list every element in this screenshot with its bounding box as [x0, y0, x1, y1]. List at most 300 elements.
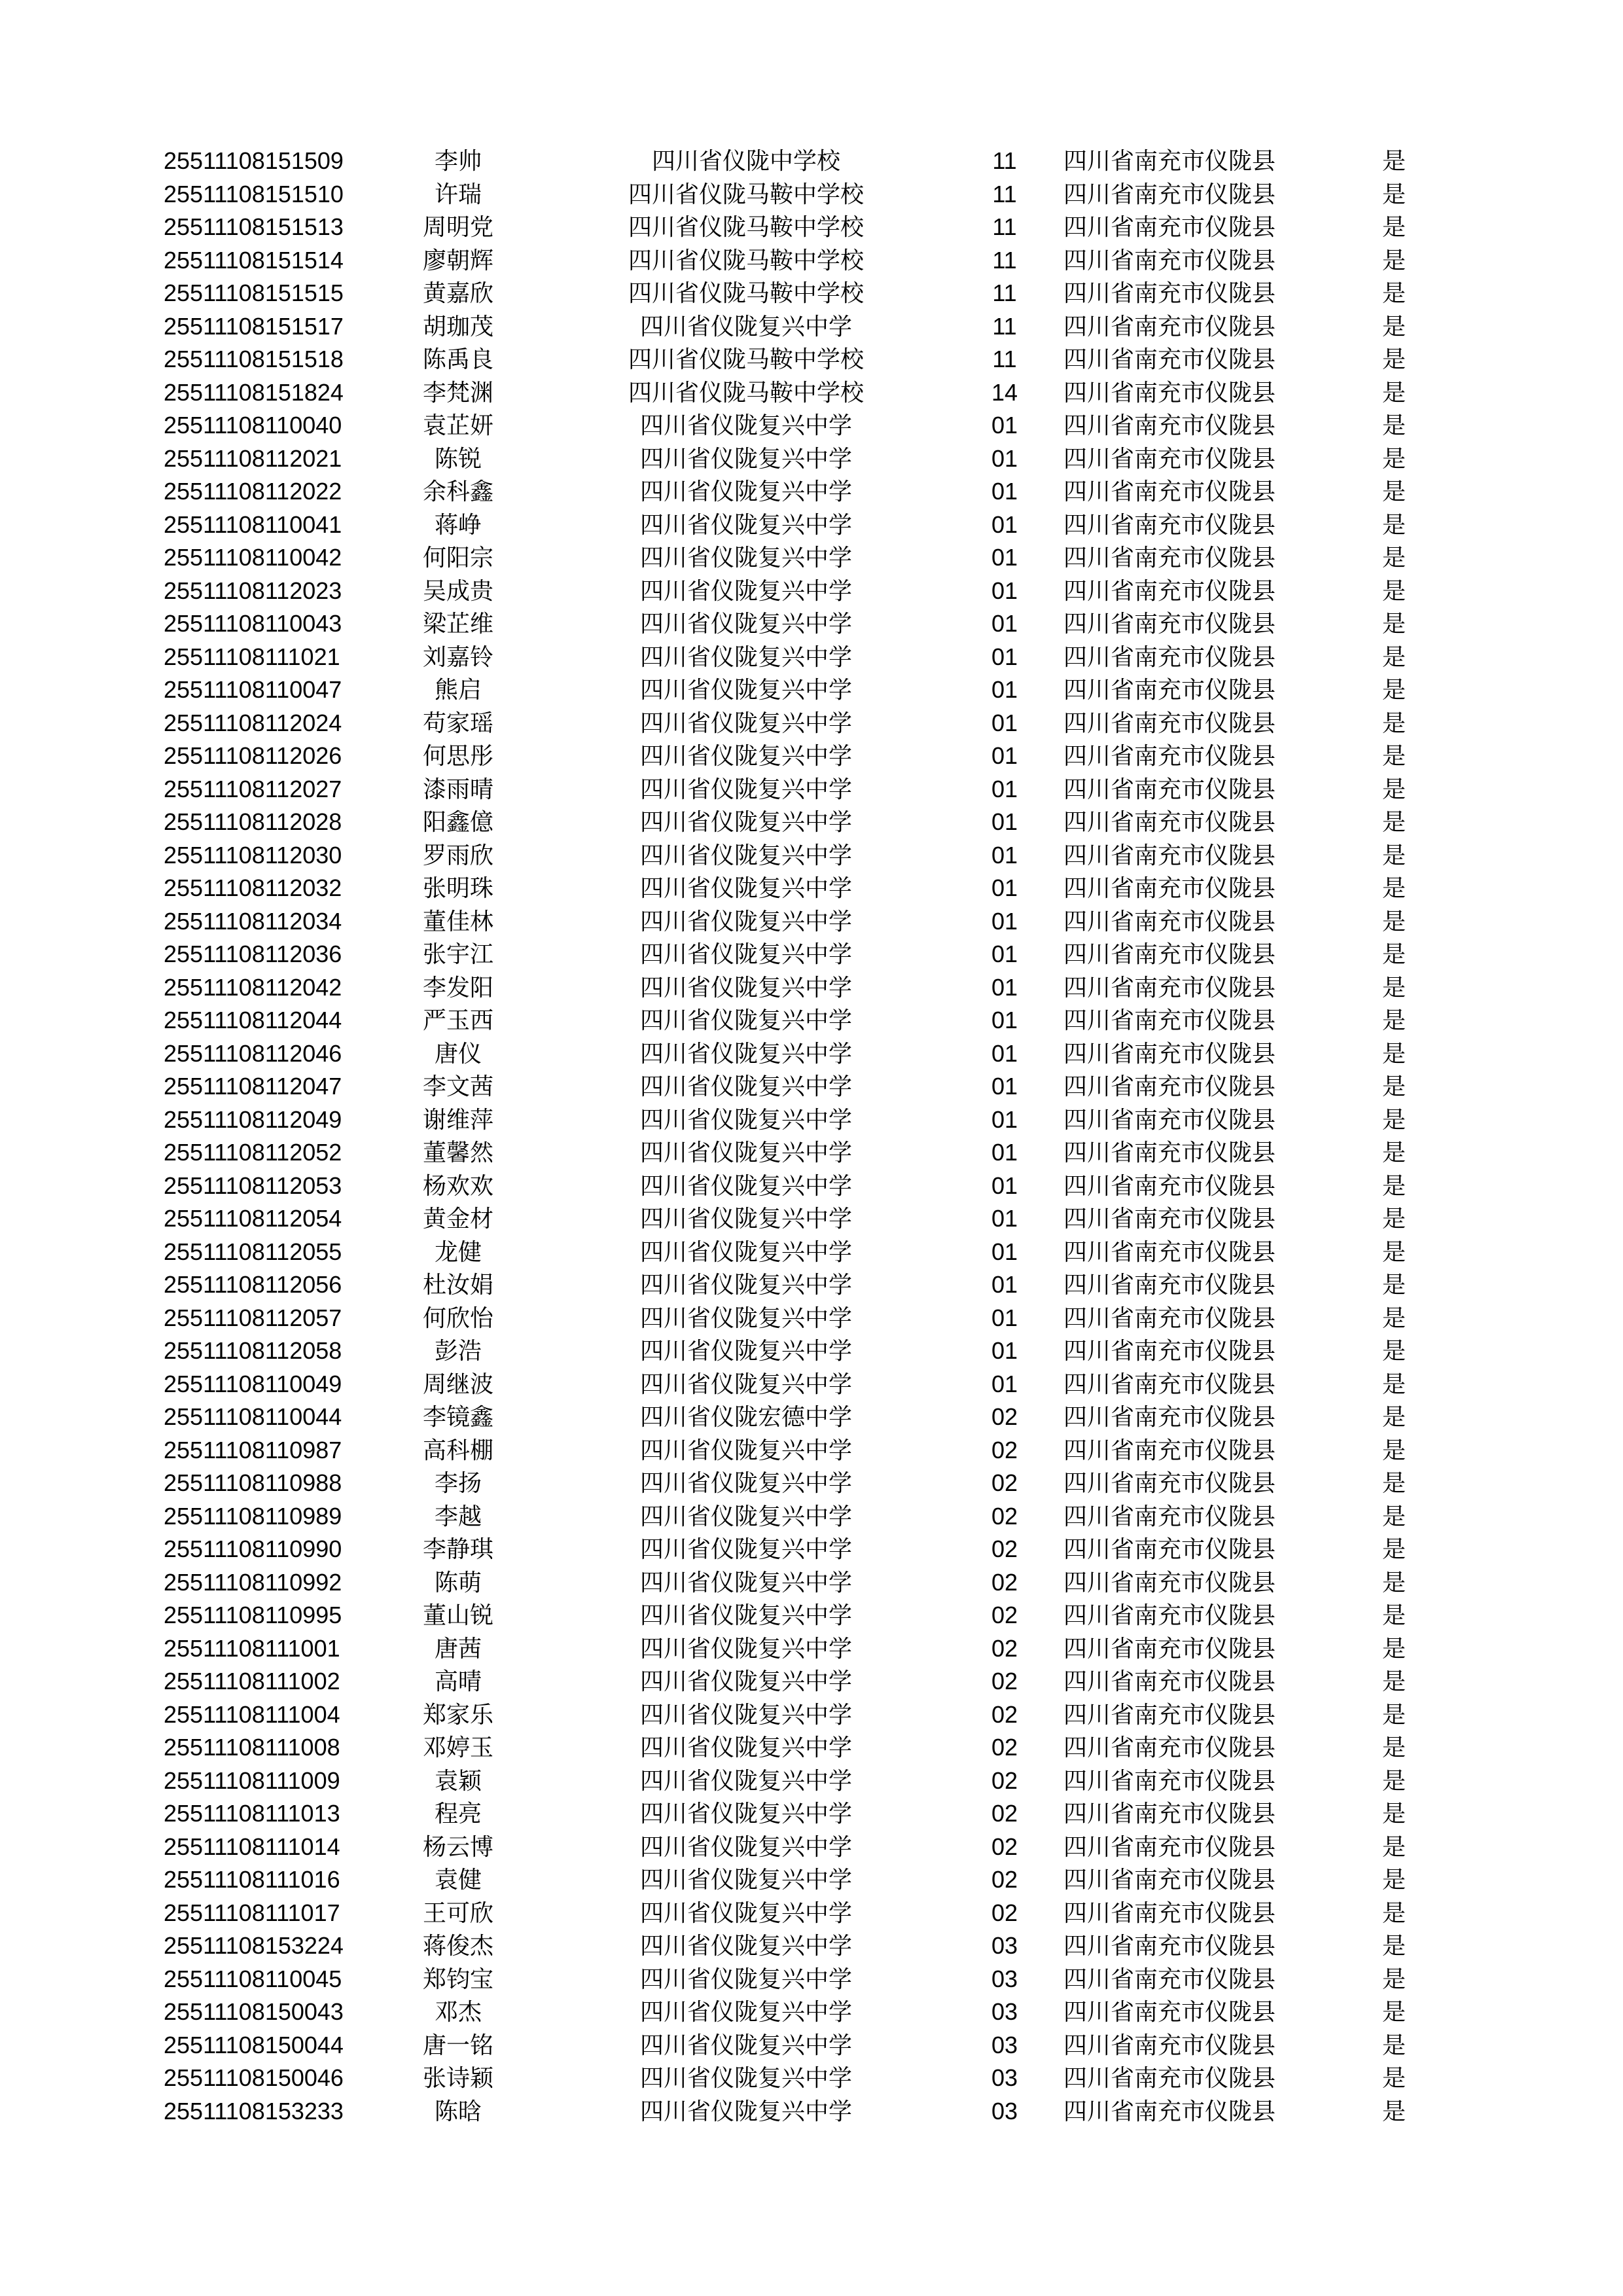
region: 四川省南充市仪陇县 — [1063, 973, 1276, 1001]
student-name: 邓婷玉 — [422, 1734, 493, 1761]
status-flag: 是 — [1382, 1205, 1406, 1232]
status-flag: 是 — [1382, 973, 1406, 1001]
student-name: 程亮 — [434, 1800, 482, 1827]
school-name: 四川省仪陇马鞍中学校 — [628, 180, 864, 207]
student-name: 王可欣 — [422, 1899, 493, 1926]
candidate-id: 25511108112052 — [164, 1139, 342, 1166]
class-code: 02 — [991, 1535, 1018, 1562]
student-name: 何阳宗 — [422, 544, 493, 571]
table-row — [0, 1995, 1623, 2028]
region: 四川省南充市仪陇县 — [1063, 841, 1276, 869]
school-name: 四川省仪陇复兴中学 — [639, 1866, 852, 1893]
class-code: 11 — [992, 246, 1017, 274]
status-flag: 是 — [1382, 1172, 1406, 1199]
class-code: 01 — [991, 478, 1018, 505]
status-flag: 是 — [1382, 312, 1406, 340]
class-code: 01 — [991, 841, 1018, 869]
school-name: 四川省仪陇复兴中学 — [639, 1833, 852, 1860]
class-code: 01 — [991, 907, 1018, 935]
region: 四川省南充市仪陇县 — [1063, 1767, 1276, 1794]
student-name: 陈锐 — [434, 444, 482, 472]
candidate-id: 25511108153233 — [164, 2097, 344, 2125]
table-row — [0, 1202, 1623, 1235]
status-flag: 是 — [1382, 1767, 1406, 1794]
student-name: 邓杰 — [434, 1998, 482, 2025]
class-code: 01 — [991, 874, 1018, 901]
candidate-id: 25511108111016 — [164, 1866, 340, 1893]
status-flag: 是 — [1382, 2064, 1406, 2091]
candidate-id: 25511108112049 — [164, 1105, 342, 1133]
candidate-id: 25511108153224 — [164, 1932, 344, 1959]
table-row — [0, 805, 1623, 838]
candidate-id: 25511108112054 — [164, 1205, 342, 1232]
student-name: 李扬 — [434, 1469, 482, 1496]
student-name: 黄金材 — [422, 1205, 493, 1232]
candidate-id: 25511108112034 — [164, 907, 342, 935]
candidate-id: 25511108110049 — [164, 1370, 342, 1397]
student-name: 漆雨晴 — [422, 775, 493, 802]
region: 四川省南充市仪陇县 — [1063, 1370, 1276, 1397]
school-name: 四川省仪陇复兴中学 — [639, 1965, 852, 1992]
school-name: 四川省仪陇复兴中学 — [639, 643, 852, 670]
candidate-id: 25511108112023 — [164, 577, 342, 604]
candidate-id: 25511108110042 — [164, 544, 342, 571]
school-name: 四川省仪陇复兴中学 — [639, 1634, 852, 1662]
school-name: 四川省仪陇复兴中学 — [639, 1700, 852, 1728]
candidate-id: 25511108112044 — [164, 1007, 342, 1033]
table-row — [0, 1566, 1623, 1599]
status-flag: 是 — [1382, 412, 1406, 439]
class-code: 01 — [991, 1007, 1018, 1033]
student-name: 张宇江 — [422, 941, 493, 967]
student-name: 熊启 — [434, 676, 482, 703]
status-flag: 是 — [1382, 1469, 1406, 1496]
student-name: 李梵渊 — [422, 378, 493, 406]
class-code: 02 — [991, 1700, 1018, 1728]
student-name: 唐仪 — [434, 1039, 482, 1067]
class-code: 01 — [991, 973, 1018, 1001]
table-row — [0, 243, 1623, 277]
region: 四川省南充市仪陇县 — [1063, 412, 1276, 439]
school-name: 四川省仪陇复兴中学 — [639, 808, 852, 835]
candidate-id: 25511108112028 — [164, 808, 342, 835]
school-name: 四川省仪陇复兴中学 — [639, 841, 852, 869]
region: 四川省南充市仪陇县 — [1063, 1800, 1276, 1827]
region: 四川省南充市仪陇县 — [1063, 378, 1276, 406]
student-name: 梁芷维 — [422, 610, 493, 637]
status-flag: 是 — [1382, 1304, 1406, 1331]
school-name: 四川省仪陇复兴中学 — [639, 610, 852, 637]
student-name: 李镜鑫 — [422, 1403, 493, 1430]
status-flag: 是 — [1382, 1370, 1406, 1397]
candidate-id: 25511108111013 — [164, 1800, 340, 1827]
candidate-id: 25511108111017 — [164, 1899, 340, 1926]
status-flag: 是 — [1382, 941, 1406, 967]
school-name: 四川省仪陇复兴中学 — [639, 1800, 852, 1827]
region: 四川省南充市仪陇县 — [1063, 1403, 1276, 1430]
school-name: 四川省仪陇复兴中学 — [639, 775, 852, 802]
candidate-id: 25511108110047 — [164, 676, 342, 703]
class-code: 14 — [991, 378, 1018, 406]
table-row — [0, 2094, 1623, 2128]
class-code: 02 — [991, 1602, 1018, 1628]
student-name: 唐茜 — [434, 1634, 482, 1662]
class-code: 01 — [991, 941, 1018, 967]
class-code: 01 — [991, 1139, 1018, 1166]
student-name: 董山锐 — [422, 1602, 493, 1628]
student-name: 廖朝辉 — [422, 246, 493, 274]
school-name: 四川省仪陇复兴中学 — [639, 1238, 852, 1265]
school-name: 四川省仪陇复兴中学 — [639, 1007, 852, 1033]
region: 四川省南充市仪陇县 — [1063, 147, 1276, 174]
school-name: 四川省仪陇复兴中学 — [639, 742, 852, 769]
student-name: 何欣怡 — [422, 1304, 493, 1331]
status-flag: 是 — [1382, 775, 1406, 802]
status-flag: 是 — [1382, 346, 1406, 372]
student-name: 李发阳 — [422, 973, 493, 1001]
status-flag: 是 — [1382, 676, 1406, 703]
region: 四川省南充市仪陇县 — [1063, 1502, 1276, 1530]
school-name: 四川省仪陇复兴中学 — [639, 1568, 852, 1596]
table-row — [0, 1929, 1623, 1962]
class-code: 02 — [991, 1767, 1018, 1794]
region: 四川省南充市仪陇县 — [1063, 1139, 1276, 1166]
student-name: 袁芷妍 — [422, 412, 493, 439]
region: 四川省南充市仪陇县 — [1063, 1998, 1276, 2025]
school-name: 四川省仪陇复兴中学 — [639, 511, 852, 538]
status-flag: 是 — [1382, 1800, 1406, 1827]
region: 四川省南充市仪陇县 — [1063, 1039, 1276, 1067]
table-row — [0, 1764, 1623, 1797]
table-row — [0, 673, 1623, 706]
status-flag: 是 — [1382, 1139, 1406, 1166]
student-name: 李文茜 — [422, 1073, 493, 1100]
candidate-id: 25511108110988 — [164, 1469, 342, 1496]
class-code: 02 — [991, 1502, 1018, 1530]
table-row — [0, 1731, 1623, 1764]
school-name: 四川省仪陇复兴中学 — [639, 1767, 852, 1794]
table-row — [0, 971, 1623, 1004]
status-flag: 是 — [1382, 808, 1406, 835]
class-code: 02 — [991, 1800, 1018, 1827]
table-row — [0, 1632, 1623, 1665]
class-code: 01 — [991, 709, 1018, 736]
status-flag: 是 — [1382, 1734, 1406, 1761]
class-code: 03 — [991, 2031, 1018, 2058]
table-row — [0, 1136, 1623, 1169]
region: 四川省南充市仪陇县 — [1063, 478, 1276, 505]
class-code: 01 — [991, 444, 1018, 472]
table-row — [0, 607, 1623, 640]
class-code: 11 — [992, 180, 1017, 207]
student-name: 彭浩 — [434, 1337, 482, 1364]
student-name: 吴成贵 — [422, 577, 493, 604]
table-row — [0, 640, 1623, 673]
class-code: 01 — [991, 577, 1018, 604]
student-name: 袁颖 — [434, 1767, 482, 1794]
region: 四川省南充市仪陇县 — [1063, 1337, 1276, 1364]
region: 四川省南充市仪陇县 — [1063, 1271, 1276, 1298]
school-name: 四川省仪陇复兴中学 — [639, 1304, 852, 1331]
class-code: 01 — [991, 1073, 1018, 1100]
status-flag: 是 — [1382, 1337, 1406, 1364]
class-code: 11 — [992, 346, 1017, 372]
region: 四川省南充市仪陇县 — [1063, 1634, 1276, 1662]
student-name: 高晴 — [434, 1668, 482, 1695]
student-name: 董佳林 — [422, 907, 493, 935]
class-code: 02 — [991, 1833, 1018, 1860]
student-name: 张明珠 — [422, 874, 493, 901]
student-name: 黄嘉欣 — [422, 279, 493, 306]
student-name: 余科鑫 — [422, 478, 493, 505]
table-row — [0, 1400, 1623, 1433]
school-name: 四川省仪陇复兴中学 — [639, 941, 852, 967]
candidate-id: 25511108111014 — [164, 1833, 340, 1860]
student-name: 苟家瑶 — [422, 709, 493, 736]
table-row — [0, 772, 1623, 806]
table-row — [0, 937, 1623, 971]
school-name: 四川省仪陇复兴中学 — [639, 412, 852, 439]
status-flag: 是 — [1382, 1568, 1406, 1596]
school-name: 四川省仪陇复兴中学 — [639, 1039, 852, 1067]
table-row — [0, 1598, 1623, 1632]
status-flag: 是 — [1382, 147, 1406, 174]
student-name: 胡珈茂 — [422, 312, 493, 340]
school-name: 四川省仪陇复兴中学 — [639, 2031, 852, 2058]
school-name: 四川省仪陇复兴中学 — [639, 1899, 852, 1926]
region: 四川省南充市仪陇县 — [1063, 874, 1276, 901]
student-name: 高科棚 — [422, 1436, 493, 1463]
student-name: 何思彤 — [422, 742, 493, 769]
table-row — [0, 1169, 1623, 1202]
table-row — [0, 574, 1623, 607]
status-flag: 是 — [1382, 2031, 1406, 2058]
status-flag: 是 — [1382, 1668, 1406, 1695]
student-name: 陈禹良 — [422, 346, 493, 372]
school-name: 四川省仪陇复兴中学 — [639, 1436, 852, 1463]
school-name: 四川省仪陇复兴中学 — [639, 2097, 852, 2125]
region: 四川省南充市仪陇县 — [1063, 444, 1276, 472]
candidate-id: 25511108112026 — [164, 742, 342, 769]
student-name: 杜汝娟 — [422, 1271, 493, 1298]
status-flag: 是 — [1382, 1932, 1406, 1959]
candidate-id: 25511108112032 — [164, 874, 342, 901]
student-name: 郑家乐 — [422, 1700, 493, 1728]
table-row — [0, 310, 1623, 343]
table-row — [0, 1499, 1623, 1533]
region: 四川省南充市仪陇县 — [1063, 1866, 1276, 1893]
school-name: 四川省仪陇复兴中学 — [639, 544, 852, 571]
candidate-id: 25511108110043 — [164, 610, 342, 637]
table-row — [0, 475, 1623, 508]
candidate-id: 25511108112030 — [164, 841, 342, 869]
class-code: 03 — [991, 2097, 1018, 2125]
school-name: 四川省仪陇复兴中学 — [639, 1932, 852, 1959]
status-flag: 是 — [1382, 444, 1406, 472]
school-name: 四川省仪陇复兴中学 — [639, 1337, 852, 1364]
table-row — [0, 342, 1623, 376]
region: 四川省南充市仪陇县 — [1063, 676, 1276, 703]
status-flag: 是 — [1382, 1998, 1406, 2025]
school-name: 四川省仪陇复兴中学 — [639, 312, 852, 340]
class-code: 02 — [991, 1568, 1018, 1596]
status-flag: 是 — [1382, 841, 1406, 869]
candidate-id: 25511108110041 — [164, 511, 342, 538]
status-flag: 是 — [1382, 544, 1406, 571]
status-flag: 是 — [1382, 279, 1406, 306]
region: 四川省南充市仪陇县 — [1063, 1568, 1276, 1596]
class-code: 01 — [991, 1337, 1018, 1364]
student-name: 蒋俊杰 — [422, 1932, 493, 1959]
class-code: 11 — [992, 279, 1017, 306]
class-code: 01 — [991, 1304, 1018, 1331]
table-row — [0, 706, 1623, 740]
status-flag: 是 — [1382, 180, 1406, 207]
student-name: 李帅 — [434, 147, 482, 174]
region: 四川省南充市仪陇县 — [1063, 1007, 1276, 1033]
status-flag: 是 — [1382, 1073, 1406, 1100]
region: 四川省南充市仪陇县 — [1063, 544, 1276, 571]
candidate-id: 25511108150044 — [164, 2031, 344, 2058]
candidate-id: 25511108112024 — [164, 709, 342, 736]
class-code: 02 — [991, 1403, 1018, 1430]
table-row — [0, 1863, 1623, 1896]
student-name: 谢维萍 — [422, 1105, 493, 1133]
candidate-id: 25511108110989 — [164, 1502, 342, 1530]
table-row — [0, 739, 1623, 772]
status-flag: 是 — [1382, 742, 1406, 769]
candidate-id: 25511108112021 — [164, 444, 342, 472]
school-name: 四川省仪陇复兴中学 — [639, 1370, 852, 1397]
table-row — [0, 1103, 1623, 1136]
student-name: 许瑞 — [434, 180, 482, 207]
student-name: 龙健 — [434, 1238, 482, 1265]
class-code: 02 — [991, 1668, 1018, 1695]
school-name: 四川省仪陇复兴中学 — [639, 577, 852, 604]
status-flag: 是 — [1382, 511, 1406, 538]
region: 四川省南充市仪陇县 — [1063, 1105, 1276, 1133]
class-code: 01 — [991, 1105, 1018, 1133]
table-row — [0, 1334, 1623, 1367]
school-name: 四川省仪陇复兴中学 — [639, 1073, 852, 1100]
region: 四川省南充市仪陇县 — [1063, 180, 1276, 207]
class-code: 01 — [991, 1238, 1018, 1265]
school-name: 四川省仪陇复兴中学 — [639, 1734, 852, 1761]
student-name: 阳鑫億 — [422, 808, 493, 835]
school-name: 四川省仪陇马鞍中学校 — [628, 213, 864, 240]
region: 四川省南充市仪陇县 — [1063, 1073, 1276, 1100]
status-flag: 是 — [1382, 1700, 1406, 1728]
school-name: 四川省仪陇复兴中学 — [639, 1172, 852, 1199]
class-code: 11 — [992, 312, 1017, 340]
status-flag: 是 — [1382, 1602, 1406, 1628]
status-flag: 是 — [1382, 1039, 1406, 1067]
region: 四川省南充市仪陇县 — [1063, 2064, 1276, 2091]
school-name: 四川省仪陇复兴中学 — [639, 1139, 852, 1166]
table-row — [0, 2061, 1623, 2094]
region: 四川省南充市仪陇县 — [1063, 808, 1276, 835]
table-row — [0, 1466, 1623, 1499]
candidate-id: 25511108150046 — [164, 2064, 344, 2091]
region: 四川省南充市仪陇县 — [1063, 1436, 1276, 1463]
table-row — [0, 1896, 1623, 1929]
class-code: 02 — [991, 1634, 1018, 1662]
candidate-id: 25511108112057 — [164, 1304, 342, 1331]
class-code: 11 — [992, 213, 1017, 240]
region: 四川省南充市仪陇县 — [1063, 1700, 1276, 1728]
table-row — [0, 408, 1623, 442]
status-flag: 是 — [1382, 1965, 1406, 1992]
candidate-id: 25511108111021 — [164, 643, 340, 670]
class-code: 01 — [991, 1271, 1018, 1298]
candidate-id: 25511108112022 — [164, 478, 342, 505]
candidate-id: 25511108151517 — [164, 312, 344, 340]
region: 四川省南充市仪陇县 — [1063, 246, 1276, 274]
status-flag: 是 — [1382, 1436, 1406, 1463]
table-row — [0, 376, 1623, 409]
candidate-id: 25511108111009 — [164, 1767, 340, 1794]
region: 四川省南充市仪陇县 — [1063, 643, 1276, 670]
status-flag: 是 — [1382, 1502, 1406, 1530]
candidate-id: 25511108112046 — [164, 1039, 342, 1067]
candidate-id: 25511108110990 — [164, 1535, 342, 1562]
region: 四川省南充市仪陇县 — [1063, 213, 1276, 240]
student-name: 杨欢欢 — [422, 1172, 493, 1199]
table-row — [0, 1367, 1623, 1401]
student-name: 唐一铭 — [422, 2031, 493, 2058]
school-name: 四川省仪陇复兴中学 — [639, 1998, 852, 2025]
class-code: 01 — [991, 742, 1018, 769]
school-name: 四川省仪陇复兴中学 — [639, 2064, 852, 2091]
class-code: 11 — [992, 147, 1017, 174]
school-name: 四川省仪陇复兴中学 — [639, 1205, 852, 1232]
table-row — [0, 276, 1623, 310]
table-row — [0, 2028, 1623, 2062]
status-flag: 是 — [1382, 1535, 1406, 1562]
region: 四川省南充市仪陇县 — [1063, 775, 1276, 802]
school-name: 四川省仪陇复兴中学 — [639, 973, 852, 1001]
candidate-id: 25511108112058 — [164, 1337, 342, 1364]
candidate-id: 25511108110045 — [164, 1965, 342, 1992]
table-row — [0, 1433, 1623, 1467]
school-name: 四川省仪陇宏德中学 — [639, 1403, 852, 1430]
school-name: 四川省仪陇中学校 — [651, 147, 840, 174]
student-name: 蒋峥 — [434, 511, 482, 538]
student-name: 陈晗 — [434, 2097, 482, 2125]
candidate-id: 25511108112042 — [164, 973, 342, 1001]
status-flag: 是 — [1382, 1403, 1406, 1430]
student-name: 李越 — [434, 1502, 482, 1530]
student-name: 罗雨欣 — [422, 841, 493, 869]
school-name: 四川省仪陇复兴中学 — [639, 1105, 852, 1133]
candidate-id: 25511108112056 — [164, 1271, 342, 1298]
region: 四川省南充市仪陇县 — [1063, 1833, 1276, 1860]
status-flag: 是 — [1382, 1634, 1406, 1662]
candidate-id: 25511108150043 — [164, 1998, 344, 2025]
class-code: 01 — [991, 412, 1018, 439]
school-name: 四川省仪陇复兴中学 — [639, 676, 852, 703]
table-row — [0, 1664, 1623, 1698]
class-code: 02 — [991, 1436, 1018, 1463]
region: 四川省南充市仪陇县 — [1063, 1899, 1276, 1926]
table-row — [0, 1268, 1623, 1301]
student-name: 李静琪 — [422, 1535, 493, 1562]
candidate-id: 25511108111004 — [164, 1700, 340, 1728]
class-code: 02 — [991, 1469, 1018, 1496]
status-flag: 是 — [1382, 2097, 1406, 2125]
status-flag: 是 — [1382, 709, 1406, 736]
region: 四川省南充市仪陇县 — [1063, 709, 1276, 736]
